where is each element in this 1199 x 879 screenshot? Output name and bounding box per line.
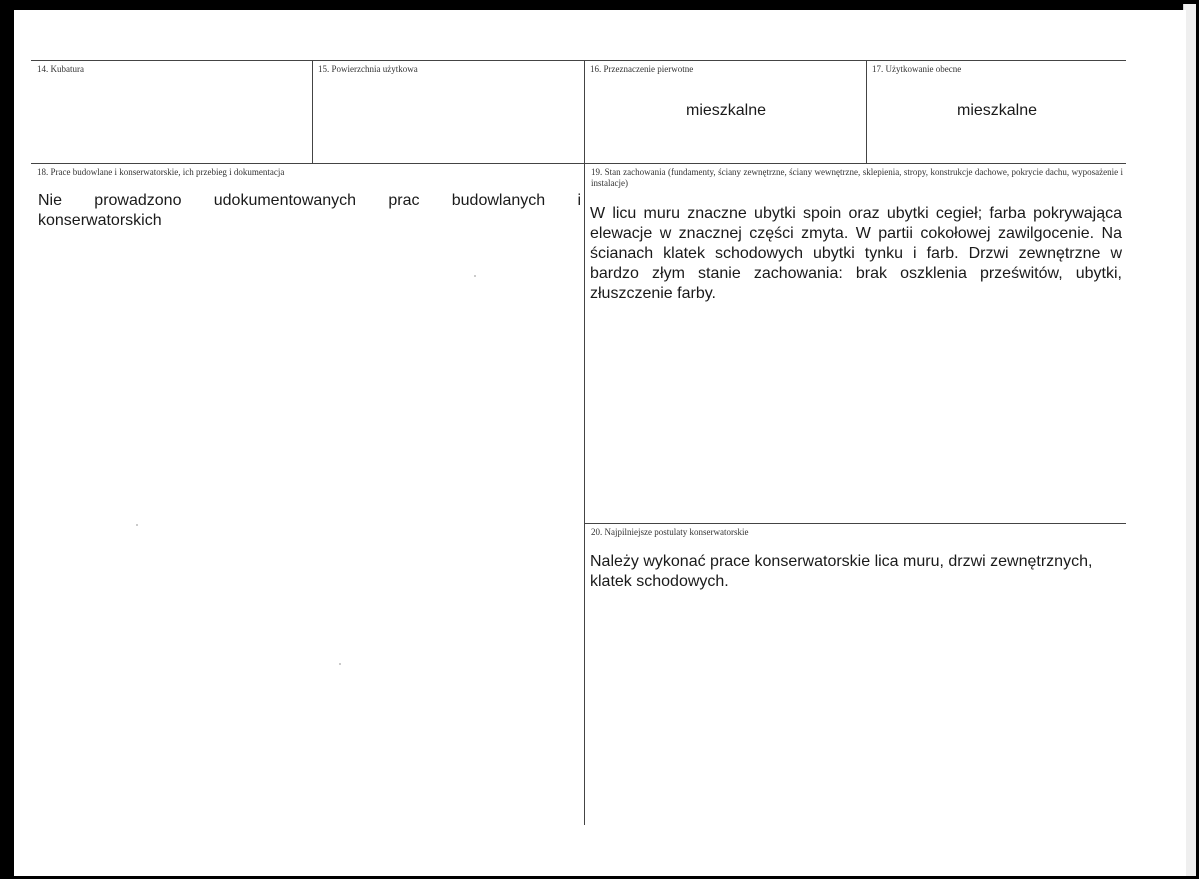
divider-15-16 xyxy=(584,60,585,164)
field-15-label: 15. Powierzchnia użytkowa xyxy=(318,64,418,74)
field-17-label: 17. Użytkowanie obecne xyxy=(872,64,962,74)
form-page xyxy=(14,10,1186,876)
top-rule xyxy=(31,60,1126,61)
field-17-value: mieszkalne xyxy=(956,102,1038,119)
scan-speck xyxy=(474,275,476,277)
field-16-label: 16. Przeznaczenie pierwotne xyxy=(590,64,694,74)
field-18-value-line1: Nie prowadzono udokumentowanych prac budowlanych i xyxy=(38,192,581,209)
field-19-value: W licu muru znaczne ubytki spoin oraz ubytki cegieł; farba pokrywająca elewacje w znacznej części zmyta. W partii cokołowej zawilgocenie. Na ścianach klatek schodowych ubytki tynku i farb. Drzwi zewnętrzne w bardzo złym stanie zachowania: brak oszklenia prześwitów, ubytki, złuszczenie farby. xyxy=(590,205,1122,302)
field-16-value: mieszkalne xyxy=(685,102,767,119)
row1-bottom-rule xyxy=(31,163,1126,164)
field-18-value xyxy=(38,191,581,231)
field-18-label: 18. Prace budowlane i konserwatorskie, ich przebieg i dokumentacja xyxy=(37,167,285,177)
scan-speck xyxy=(339,663,341,665)
divider-14-15 xyxy=(312,60,313,164)
field-20-label: 20. Najpilniejsze postulaty konserwatorskie xyxy=(591,527,749,537)
field-18-value-line2: konserwatorskich xyxy=(38,212,162,229)
divider-16-17 xyxy=(866,60,867,164)
field-20-value: Należy wykonać prace konserwatorskie lica muru, drzwi zewnętrznych, klatek schodowych. xyxy=(590,553,1093,590)
scan-speck xyxy=(136,524,138,526)
field-14-label: 14. Kubatura xyxy=(37,64,84,74)
box20-top-rule xyxy=(584,523,1126,524)
field-19-label: 19. Stan zachowania (fundamenty, ściany zewnętrzne, ściany wewnętrzne, sklepienia, stropy, konstrukcje dachowe, pokrycie dachu, wyposażenie i instalacje) xyxy=(591,167,1123,188)
divider-18-19 xyxy=(584,163,585,825)
